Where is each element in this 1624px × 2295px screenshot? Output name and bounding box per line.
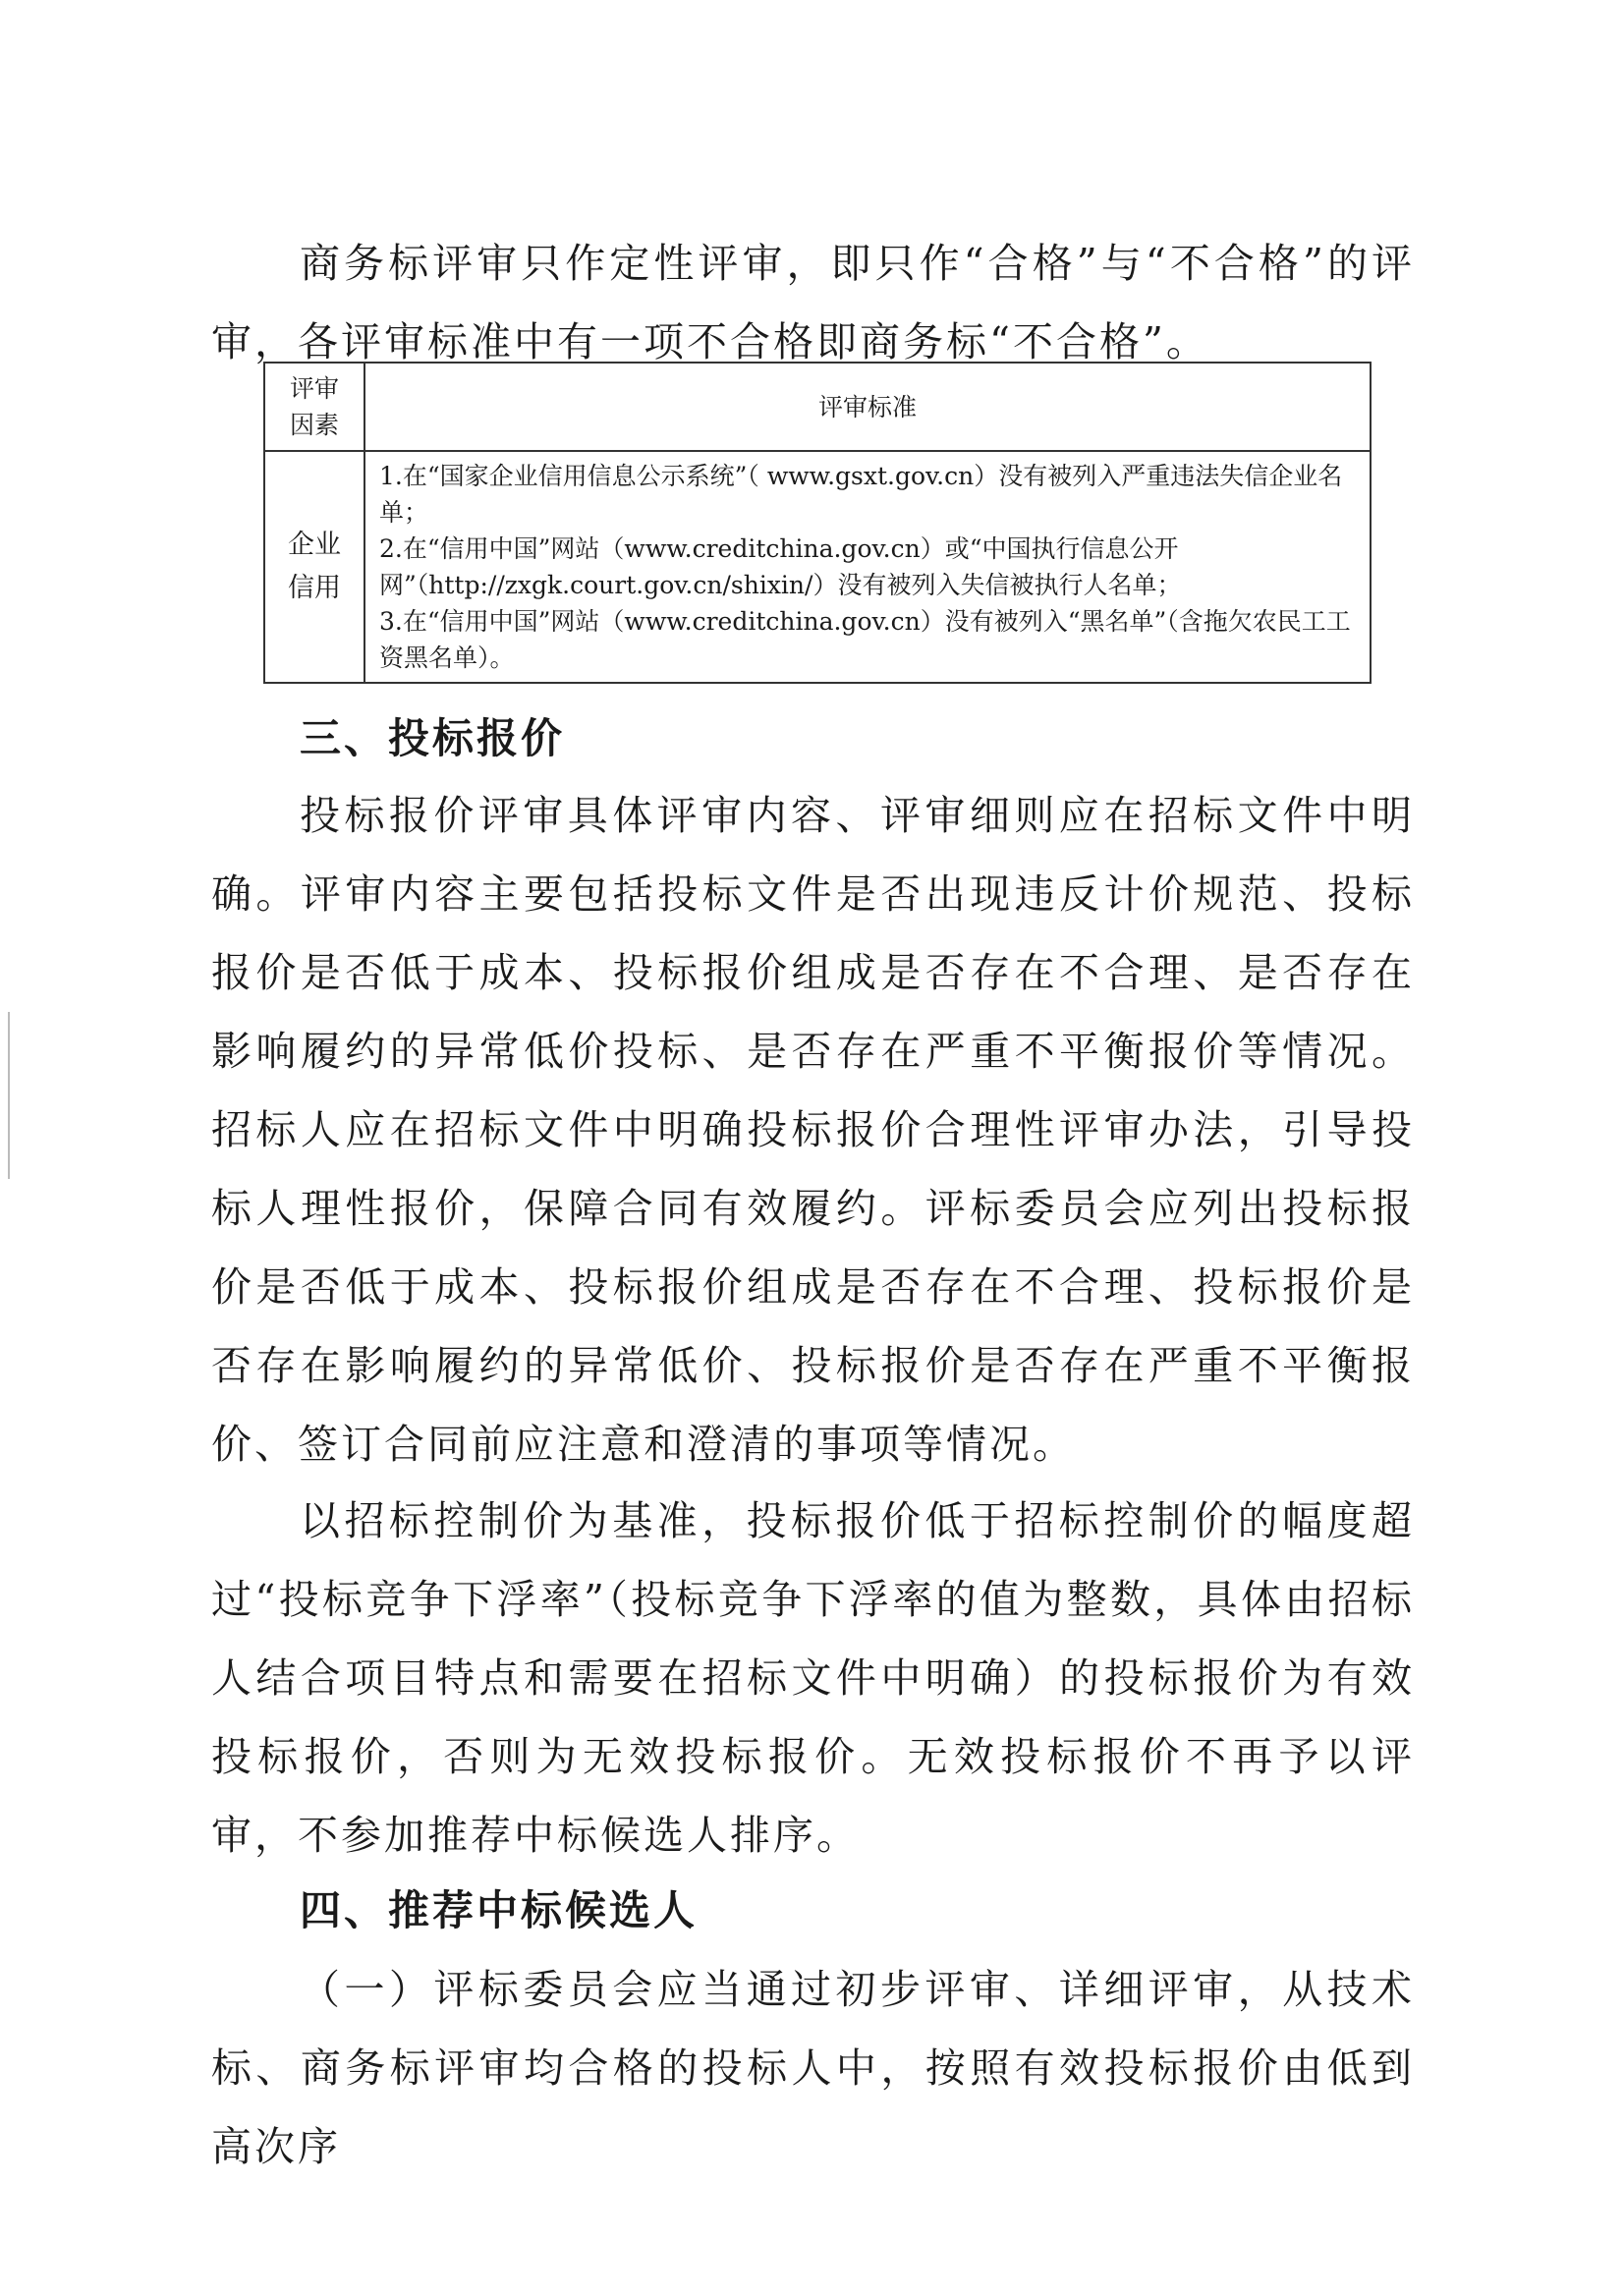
header-factor: 评审因素 [264,363,364,451]
table-header-row [264,363,1371,451]
standard-item: 2.在“信用中国”网站（www.creditchina.gov.cn）或“中国执行信息公开网”（http://zxgk.court.gov.cn/shixin/）没有被列入失信被执行人名单； [379,534,1182,599]
intro-paragraph: 商务标评审只作定性评审，即只作“合格”与“不合格”的评审，各评审标准中有一项不合格即商务标“不合格”。 [211,240,1415,365]
standard-item: 3.在“信用中国”网站（www.creditchina.gov.cn）没有被列入“黑名单”（含拖欠农民工工资黑名单）。 [379,607,1351,672]
factor-cell: 企业信用 [264,451,364,683]
scan-margin-mark [8,1012,10,1179]
criteria-table [263,362,1372,684]
section-4-paragraph-1: （一）评标委员会应当通过初步评审、详细评审，从技术标、商务标评审均合格的投标人中，按照有效投标报价由低到高次序 [211,1966,1415,2170]
section-3-paragraph-1: 投标报价评审具体评审内容、评审细则应在招标文件中明确。评审内容主要包括投标文件是否出现违反计价规范、投标报价是否低于成本、投标报价组成是否存在不合理、是否存在影响履约的异常低价投标、是否存在严重不平衡报价等情况。招标人应在招标文件中明确投标报价合理性评审办法，引导投标人理性报价，保障合同有效履约。评标委员会应列出投标报价是否低于成本、投标报价组成是否存在不合理、投标报价是否存在影响履约的异常低价、投标报价是否存在严重不平衡报价、签订合同前应注意和澄清的事项等情况。 [211,792,1415,1468]
header-standard: 评审标准 [364,363,1371,451]
section-3-heading: 三、投标报价 [300,714,566,762]
table-row [264,451,1371,683]
standard-cell [364,451,1371,683]
standard-item: 1.在“国家企业信用信息公示系统”（ www.gsxt.gov.cn）没有被列入严重违法失信企业名单； [379,462,1343,527]
section-4-heading: 四、推荐中标候选人 [300,1886,699,1934]
section-3-paragraph-2: 以招标控制价为基准，投标报价低于招标控制价的幅度超过“投标竞争下浮率”（投标竞争下浮率的值为整数，具体由招标人结合项目特点和需要在招标文件中明确）的投标报价为有效投标报价，否则为无效投标报价。无效投标报价不再予以评审，不参加推荐中标候选人排序。 [211,1497,1415,1859]
